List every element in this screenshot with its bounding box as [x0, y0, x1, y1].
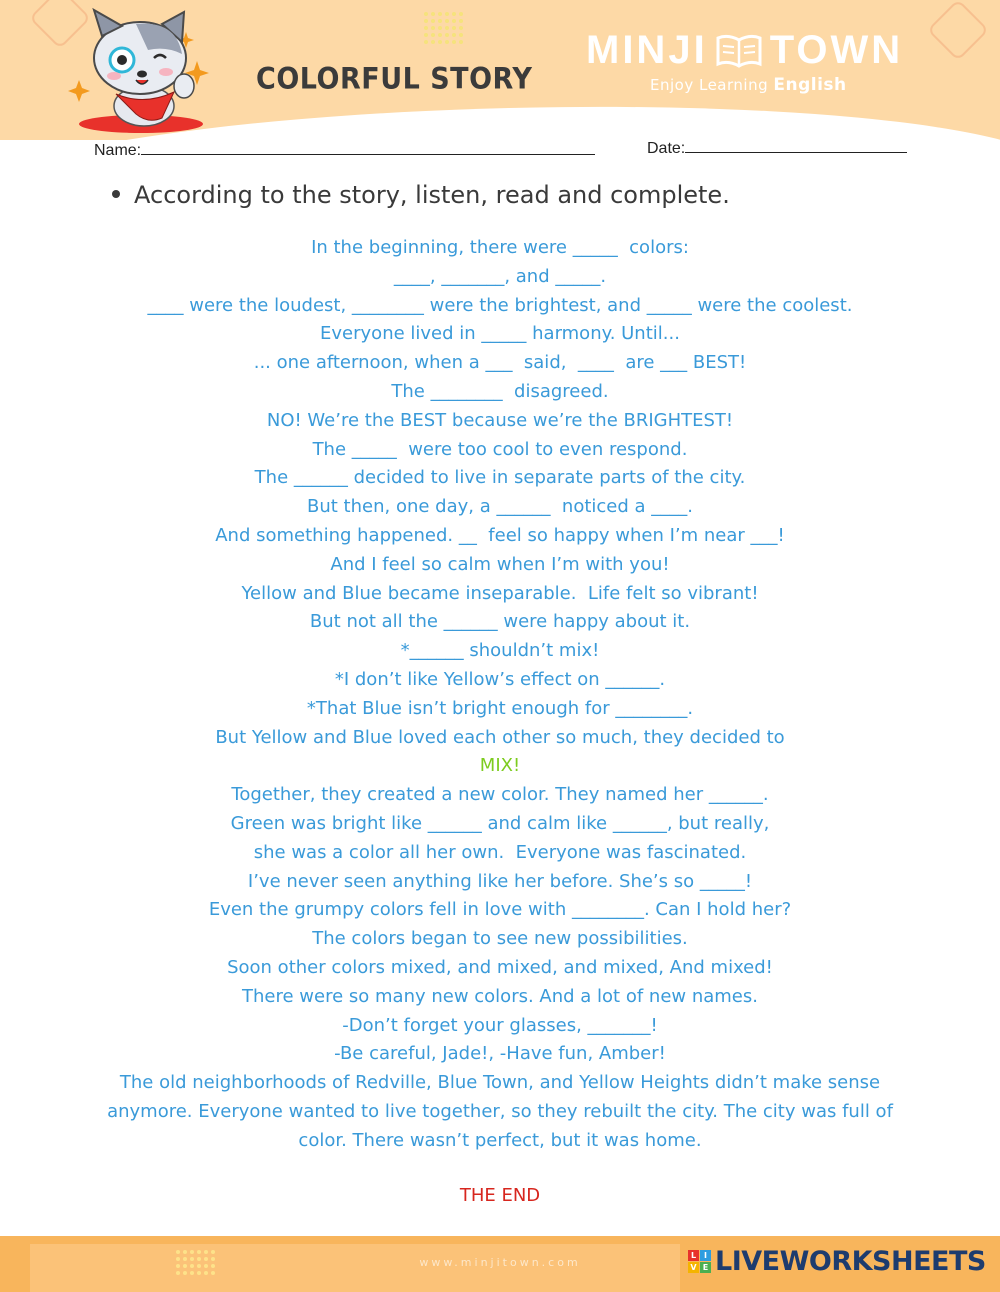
story-line: The ______ decided to live in separate parts of the city.	[254, 467, 746, 489]
date-field	[647, 138, 907, 158]
badge-letter: V	[688, 1262, 699, 1273]
brand-name-right: TOWN	[769, 28, 904, 72]
mascot-dog-icon	[66, 6, 216, 134]
story-line: But Yellow and Blue loved each other so much, they decided to	[215, 726, 785, 748]
badge-letter: I	[700, 1250, 711, 1261]
date-input-line[interactable]	[685, 138, 907, 153]
final-paragraph: The old neighborhoods of Redville, Blue Town, and Yellow Heights didn’t make sense anymore. Everyone wanted to live together, so they rebuilt the city. The city was full of color. There wasn’t perfect, but it was home.	[107, 1072, 893, 1151]
instruction	[112, 181, 730, 209]
story-line: And I feel so calm when I’m with you!	[330, 553, 670, 575]
story-line: And something happened. __ feel so happy when I’m near ___!	[215, 524, 785, 546]
story-line: Everyone lived in _____ harmony. Until...	[320, 323, 680, 345]
story-line: she was a color all her own. Everyone was fascinated.	[253, 841, 747, 863]
tagline-text: Enjoy Learning	[650, 76, 769, 94]
story-line: Soon other colors mixed, and mixed, and mixed, And mixed!	[227, 956, 773, 978]
worksheet-title: COLORFUL STORY	[256, 62, 533, 97]
story-line: The _____ were too cool to even respond.	[312, 438, 688, 460]
brand-tagline	[650, 75, 906, 95]
header	[0, 0, 1000, 140]
story-line: *I don’t like Yellow’s effect on ______.	[334, 668, 666, 690]
story-line: ____, _______, and _____.	[393, 265, 607, 287]
instruction-text: According to the story, listen, read and complete.	[134, 181, 730, 209]
tagline-bold-text: English	[773, 75, 847, 95]
story-line: But then, one day, a ______ noticed a ____.	[307, 496, 693, 518]
name-input-line[interactable]	[141, 140, 595, 155]
story-line: In the beginning, there were _____ colors:	[311, 237, 689, 258]
story-line: But not all the ______ were happy about it.	[309, 611, 691, 633]
story-line: I’ve never seen anything like her before. She’s so _____!	[247, 870, 753, 892]
story-line: The colors began to see new possibilities.	[312, 928, 688, 950]
story-line: -Don’t forget your glasses, _______!	[342, 1014, 658, 1036]
bullet-icon	[112, 190, 120, 198]
story-line: Together, they created a new color. They named her ______.	[231, 784, 769, 806]
brand-name-left: MINJI	[586, 28, 708, 72]
mix-line: MIX!	[479, 755, 521, 777]
story-line: ... one afternoon, when a ___ said, ____ are ___ BEST!	[253, 352, 747, 374]
name-label: Name:	[94, 142, 142, 159]
story-line: The ________ disagreed.	[391, 380, 609, 402]
liveworksheets-badge-icon	[688, 1250, 711, 1273]
liveworksheets-logo[interactable]	[688, 1246, 986, 1277]
story-line: Green was bright like ______ and calm like ______, but really,	[230, 812, 770, 834]
story-line: *______ shouldn’t mix!	[400, 640, 600, 662]
the-end: THE END	[459, 1185, 541, 1206]
badge-letter: E	[700, 1262, 711, 1273]
minji-town-logo	[586, 28, 906, 95]
diamond-decoration-icon	[927, 0, 989, 61]
liveworksheets-text: LIVEWORKSHEETS	[715, 1246, 986, 1277]
book-icon	[716, 34, 762, 68]
story-text	[100, 234, 900, 1156]
badge-letter: L	[688, 1250, 699, 1261]
story-line: *That Blue isn’t bright enough for ________.	[306, 697, 694, 719]
story-line: ____ were the loudest, ________ were the brightest, and _____ were the coolest.	[147, 294, 853, 316]
story-line: NO! We’re the BEST because we’re the BRIGHTEST!	[266, 409, 734, 431]
story-line: There were so many new colors. And a lot of new names.	[242, 985, 758, 1007]
footer	[0, 1236, 1000, 1292]
dot-grid-decoration-icon	[424, 12, 463, 44]
date-label: Date:	[647, 140, 686, 157]
name-field	[94, 140, 595, 160]
story-line: Even the grumpy colors fell in love with ________. Can I hold her?	[208, 899, 792, 921]
footer-url: www.minjitown.com	[419, 1256, 581, 1269]
story-line: -Be careful, Jade!, -Have fun, Amber!	[334, 1043, 666, 1065]
story-line: Yellow and Blue became inseparable. Life felt so vibrant!	[241, 582, 759, 604]
